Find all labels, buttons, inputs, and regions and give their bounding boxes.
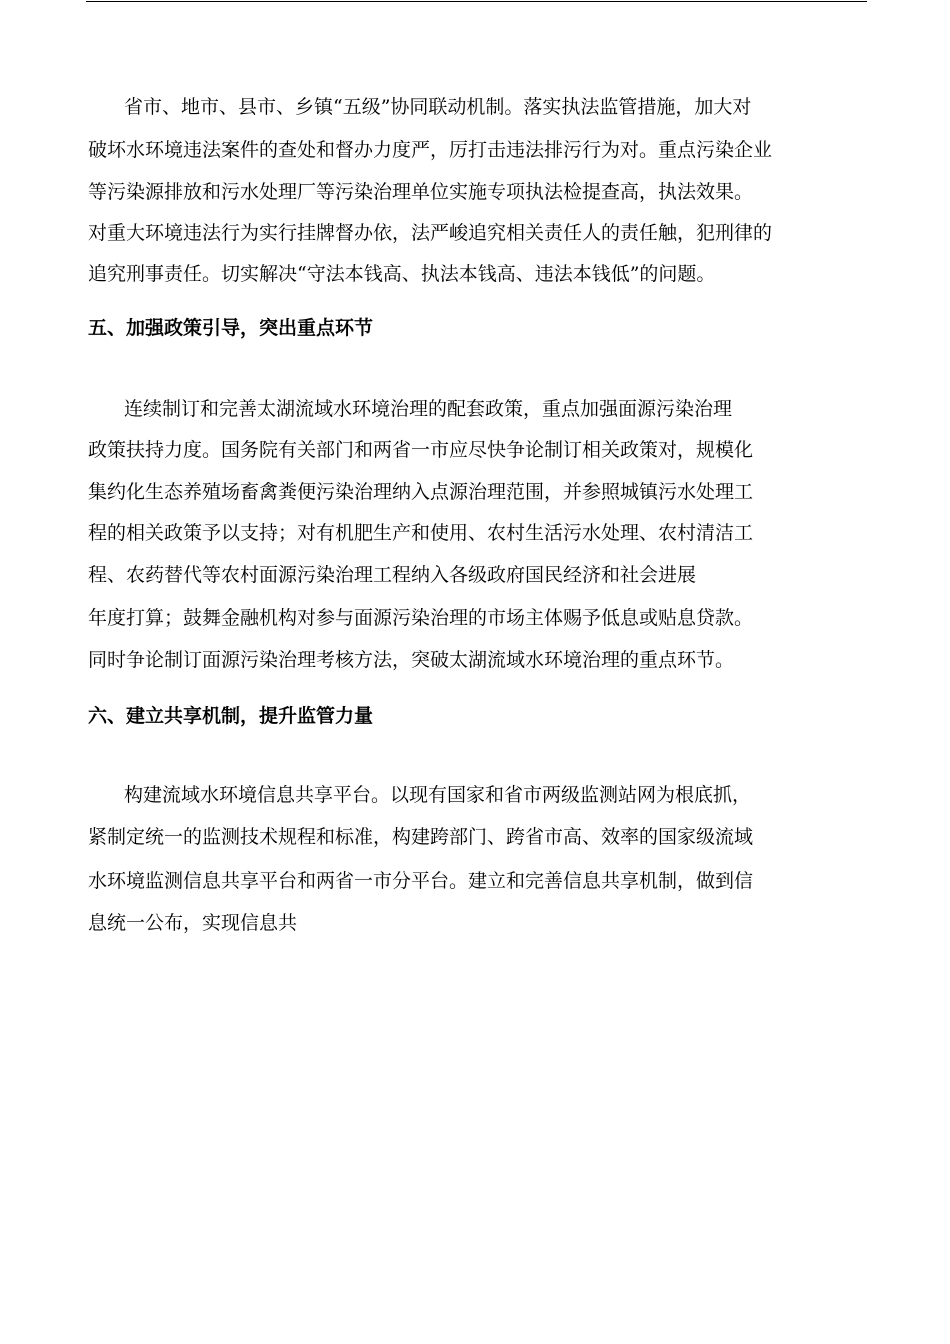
text-line: 对重大环境违法行为实行挂牌督办依，法严峻追究相关责任人的责任触，犯刑律的 (88, 222, 773, 244)
text-line: 破坏水环境违法案件的查处和督办力度严，厉打击违法排污行为对。重点污染企业 (88, 139, 773, 161)
text-line: 追究刑事责任。切实解决“守法本钱高、执法本钱高、违法本钱低”的问题。 (88, 263, 716, 285)
text-line: 息统一公布，实现信息共 (88, 912, 298, 934)
text-line: 省市、地市、县市、乡镇“五级”协同联动机制。落实执法监管措施，加大对 (124, 96, 752, 118)
text-line: 同时争论制订面源污染治理考核方法，突破太湖流域水环境治理的重点环节。 (88, 649, 735, 671)
section-heading-6: 六、建立共享机制，提升监管力量 (88, 705, 374, 727)
text-line: 连续制订和完善太湖流域水环境治理的配套政策，重点加强面源污染治理 (124, 398, 733, 420)
text-line: 水环境监测信息共享平台和两省一市分平台。建立和完善信息共享机制，做到信 (88, 870, 754, 892)
text-line: 程、农药替代等农村面源污染治理工程纳入各级政府国民经济和社会进展 (88, 564, 697, 586)
text-line: 政策扶持力度。国务院有关部门和两省一市应尽快争论制订相关政策对，规模化 (88, 439, 754, 461)
text-line: 年度打算；鼓舞金融机构对参与面源污染治理的市场主体赐予低息或贴息贷款。 (88, 607, 754, 629)
text-line: 集约化生态养殖场畜禽粪便污染治理纳入点源治理范围，并参照城镇污水处理工 (88, 481, 754, 503)
header-rule (86, 1, 867, 2)
text-line: 构建流域水环境信息共享平台。以现有国家和省市两级监测站网为根底抓， (124, 784, 752, 806)
text-line: 紧制定统一的监测技术规程和标准，构建跨部门、跨省市高、效率的国家级流域 (88, 826, 754, 848)
text-line: 等污染源排放和污水处理厂等污染治理单位实施专项执法检提查高，执法效果。 (88, 181, 754, 203)
section-heading-5: 五、加强政策引导，突出重点环节 (88, 317, 374, 339)
text-line: 程的相关政策予以支持；对有机肥生产和使用、农村生活污水处理、农村清洁工 (88, 522, 754, 544)
